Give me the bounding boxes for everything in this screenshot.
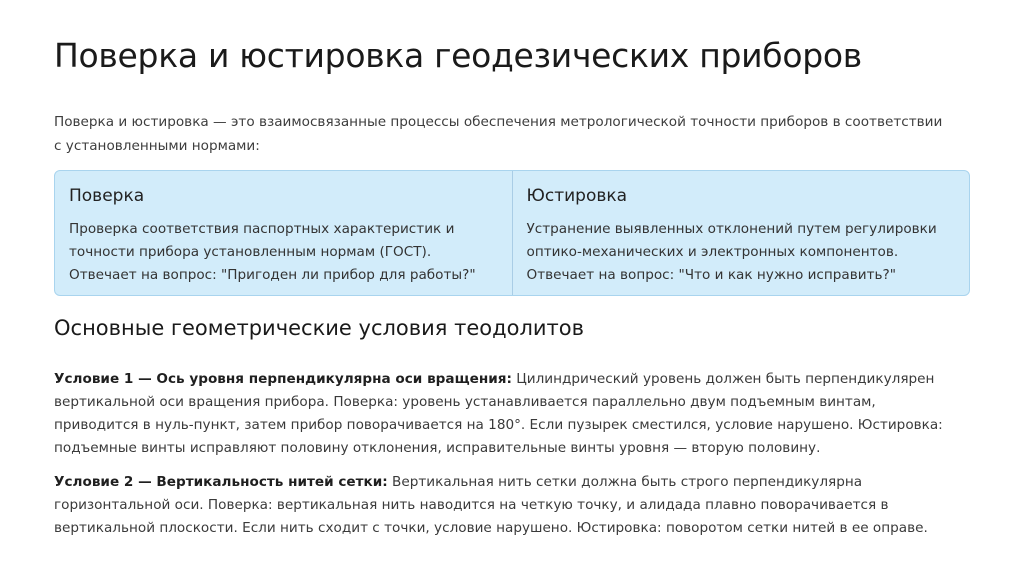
intro-paragraph: Поверка и юстировка — это взаимосвязанные процессы обеспечения метрологической точности приборов в соответствии с установленными нормами:	[54, 114, 943, 154]
card-text: Проверка соответствия паспортных характеристик и точности прибора установленным нормам (ГОСТ). Отвечает на вопрос: "Пригоден ли прибор для работы?"	[69, 221, 476, 283]
condition-2	[54, 471, 964, 540]
card-title: Поверка	[69, 186, 145, 206]
condition-heading: Условие 1 — Ось уровня перпендикулярна оси вращения:	[54, 371, 512, 387]
card-title: Юстировка	[526, 186, 628, 206]
card-adjustment	[512, 171, 970, 295]
condition-heading: Условие 2 — Вертикальность нитей сетки:	[54, 474, 388, 490]
page-title: Поверка и юстировка геодезических приборов	[54, 36, 862, 75]
card-verification	[55, 171, 512, 295]
definition-cards	[54, 170, 970, 296]
condition-text: Вертикальная нить сетки должна быть строго перпендикулярна горизонтальной оси. Поверка: вертикальная нить наводится на четкую точку, и алидада плавно поворачивается в вертикальной плоскости. Если нить сходит с точки, условие нарушено. Юстировка: поворотом сетки нитей в ее оправе.	[54, 474, 928, 536]
section-title: Основные геометрические условия теодолитов	[54, 316, 584, 340]
card-text: Устранение выявленных отклонений путем регулировки оптико-механических и электронных компонентов. Отвечает на вопрос: "Что и как нужно исправить?"	[526, 221, 937, 283]
condition-1	[54, 368, 964, 460]
condition-text: Цилиндрический уровень должен быть перпендикулярен вертикальной оси вращения прибора. Поверка: уровень устанавливается параллельно двум подъемным винтам, приводится в нуль-пункт, затем прибор поворачивается на 180°. Если пузырек сместился, условие нарушено. Юстировка: подъемные винты исправляют половину отклонения, исправительные винты уровня — вторую половину.	[54, 371, 943, 456]
